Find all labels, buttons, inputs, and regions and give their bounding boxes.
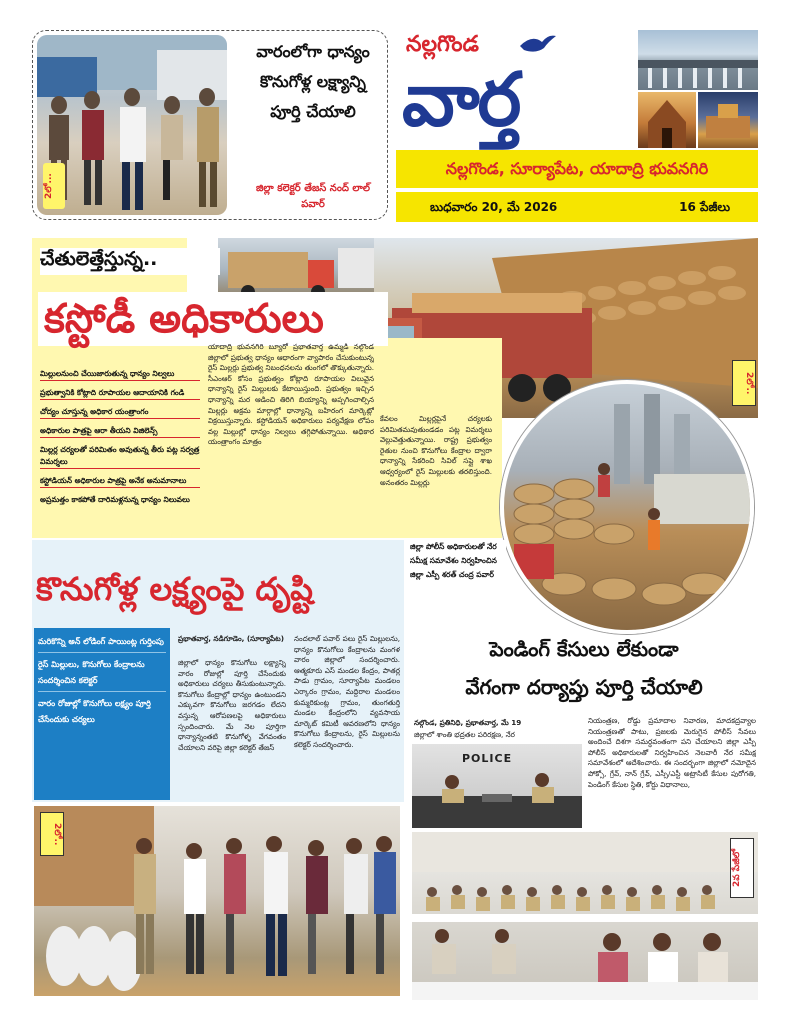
custody-body-col1: యాదాద్రి భువనగిరి బ్యూరో ప్రభాతవార్త ఉమ్మడి నల్గొండ జిల్లాలో ప్రభుత్వ ధాన్యం ఆధారంగా వ్యాపారం చేసుకుంటున్న రైస్ మిల్లర్లు ప్రభుత్వ నిబంధనలను తుంగలో తొక్కుతున్నారు. సీఎంఆర్ కోసం ప్రభుత్వం కోట్లాది రూపాయల విలువైన ధాన్యాన్ని రైస్ మిల్లులకు కేటాయిస్తుంది. ప్రభుత్వం ఇచ్చిన ధాన్యాన్ని మర ఆడించి తిరిగి బియ్యాన్ని అప్పగించాల్సిన మిల్లర్లు అక్రమ మార్గాల్లో ధాన్యాన్ని బహిరంగ మార్కెట్లో విక్రయిస్తున్నారు. కస్టోడియన్ అధికారులు పర్యవేక్షణ లోపం వల్ల మిల్లుల్లో ధాన్యం నిల్వలు తగ్గిపోతున్నాయి. అధికార యంత్రాంగం మాత్రం — [208, 342, 374, 447]
custody-bullet: కస్టోడియన్ అధికారుల పాత్రపై అనేక అనుమానాలు — [40, 475, 200, 488]
custody-kicker: చేతులెత్తేస్తున్న.. — [40, 248, 220, 275]
procurement-dateline: ప్రభాతవార్త, నడిగూడెం, (సూర్యాపేట) — [178, 634, 284, 643]
pending-headline-line1: పెండింగ్ కేసులు లేకుండా — [489, 637, 679, 661]
custody-headline: కస్టోడీ అధికారులు — [38, 292, 388, 346]
top-headline: వారంలోగా ధాన్యం కొనుగోళ్ల లక్ష్యాన్ని పూర్తి చేయాలి — [256, 42, 370, 121]
police-meeting-photo — [412, 744, 582, 828]
custody-page-ref: 2లో.. — [732, 360, 756, 406]
procurement-headline: కొనుగోళ్ల లక్ష్యంపై దృష్టి — [36, 570, 313, 608]
custody-bullet: మిల్లర్ల చర్యలతో పరిమితం అవుతున్న తీరు పట్ల సర్వత్ర విమర్శలు — [40, 444, 200, 469]
fort-photo — [698, 92, 758, 148]
paddy-bags-circle-photo — [500, 380, 754, 634]
paper-name: వార్త — [402, 57, 520, 143]
police-review-caption: జిల్లా పోలీస్ అధికారులతో నేర సమీక్ష సమావేశం నిర్వహించిన జిల్లా ఎస్పీ శరత్ చంద్ర పవార్ — [410, 540, 506, 616]
custody-bullet: అప్రమత్తం కాకపోతే దారిమళ్లనున్న ధాన్యం నిలువలు — [40, 495, 190, 504]
pending-body-col1: జిల్లాలో శాంతి భద్రతల పరిరక్షణ, నేర — [414, 730, 515, 739]
district-label: నల్లగొండ — [406, 32, 479, 57]
pending-page-ref: 2వ పేజీలో — [730, 838, 754, 898]
date-bar — [396, 192, 758, 222]
collector-visit-photo — [37, 35, 227, 215]
procurement-bullet: రైస్ మిల్లులు, కొనుగోలు కేంద్రాలను సందర్శించిన కలెక్టర్ — [38, 657, 166, 692]
top-story-box — [32, 30, 388, 220]
procurement-bullets — [34, 628, 170, 800]
collector-inspection-photo — [34, 806, 400, 996]
custody-body-col2: కేవలం మిల్లర్లపైనే చర్యలకు పరిమితమవుతుండడం పట్ల విమర్శలు వెల్లువెత్తుతున్నాయి. రాష్ట్ర ప్రభుత్వం రైతుల నుంచి కొనుగోలు కేంద్రాల ద్వారా ధాన్యాన్ని సేకరించి సివిల్ సప్లై శాఖ ఆధ్వర్యంలో రైస్ మిల్లులకు తరలిస్తుంది. అనంతరం మిల్లర్లు — [380, 414, 492, 487]
region-bar: నల్లగొండ, సూర్యాపేట, యాదాద్రి భువనగిరి — [396, 150, 758, 188]
top-byline: జిల్లా కలెక్టర్ తేజస్ నంద్ లాల్ పవార్ — [256, 183, 370, 210]
custody-bullets — [40, 368, 200, 506]
procurement-story — [32, 540, 404, 1000]
procurement-body-col1: జిల్లాలో ధాన్యం కొనుగోలు లక్ష్యాన్ని వారం రోజుల్లో పూర్తి చేసేందుకు అధికారులు చర్యలు తీసుకుంటున్నారు. కొనుగోలు కేంద్రాల్లో ధాన్యం ఉంటుండని ఎక్కువగా కొనుగోలు జరగడం లేదని వస్తున్న ఆరోపణలపై అధికారులు స్పందించారు. మే నెల పూర్తిగా ధాన్యాన్నంతటి కొనుగోళ్ళ వేగవంతం చేయాలని వరిపై జిల్లా కలెక్టర్ తేజస్ — [178, 658, 286, 752]
procurement-body-col2: నందలాల్ పవార్ పలు రైస్ మిల్లులను, ధాన్యం కొనుగోలు కేంద్రాలను మంగళ వారం జిల్లాలో సందర్శించారు. ఆత్మకూరు ఎస్ మండల కేంద్రం, పాతర్ల పాడు గ్రామం, సూర్యాపేట మండలం ఎర్కారం గ్రామం, మద్దిరాల మండలం కుమ్మరికుంట్ల గ్రామం, తుంగతుర్తి మండల కేంద్రంలోని వ్యవసాయ మార్కెట్ కమిటీ ఆవరణలోని ధాన్యం కొనుగోలు కేంద్రాలను, రైస్ మిల్లులను కలెక్టర్ సందర్శించారు. — [294, 634, 400, 749]
procurement-bullet: మరికొన్ని అన్ లోడింగ్ పాయింట్ల గుర్తింపు — [38, 634, 166, 653]
masthead — [396, 26, 758, 236]
page-count: 16 పేజీలు — [679, 200, 730, 214]
procurement-bullet: వారం రోజుల్లో కొనుగోలు లక్ష్యం పూర్తి చేసేందుకు చర్యలు — [38, 699, 151, 724]
police-sign: POLICE — [462, 752, 513, 765]
pending-headline-line2: వేగంగా దర్యాప్తు పూర్తి చేయాలి — [465, 675, 703, 699]
pending-body-col2: నియంత్రణ, రోడ్డు ప్రమాదాల నివారణ, మాదకద్రవ్యాల నియంత్రణతో పాటు, ప్రజలకు మెరుగైన పోలీస్ సేవలు అందించే దిశగా సమర్థవంతంగా పని చేయాలని జిల్లా ఎస్పీ పోలీస్ అధికారులతో నిర్వహించిన నెలవారీ నేర సమీక్ష సమావేశంలో ఆదేశించారు. ఈ సందర్భంగా జిల్లాలో నమోదైన పోక్సో, గ్రేవ్, నాన్ గ్రేవ్, ఎస్సీ/ఎస్టీ అట్రాసిటీ కేసుల పురోగతి, పెండింగ్ కేసుల స్థితి, కోర్టు విధానాలు, — [588, 716, 756, 789]
top-page-ref: 2లో... — [43, 163, 65, 209]
police-hall-photo — [412, 832, 758, 1000]
pending-cases-story — [410, 632, 758, 1002]
temple-photo — [638, 92, 696, 148]
pending-dateline: నల్గొండ, ప్రతినిధి, ప్రభాతవార్త, మే 19 — [414, 718, 522, 727]
custody-bullet: అధికారుల పాత్రపై ఆరా తీయని విజిలెన్స్ — [40, 425, 200, 438]
issue-date: బుధవారం 20, మే 2026 — [430, 200, 558, 214]
dam-photo — [638, 30, 758, 90]
procurement-page-ref: 2లో.. — [40, 812, 64, 856]
custody-bullet: ప్రభుత్వానికి కోట్లాది రూపాయల ఆదాయానికి గండి — [40, 387, 200, 400]
custody-bullet: చోద్యం చూస్తున్న అధికార యంత్రాంగం — [40, 406, 200, 419]
custody-bullet: మిల్లులనుంచి చేయిజారుతున్న ధాన్యం నిల్వలు — [40, 368, 200, 381]
